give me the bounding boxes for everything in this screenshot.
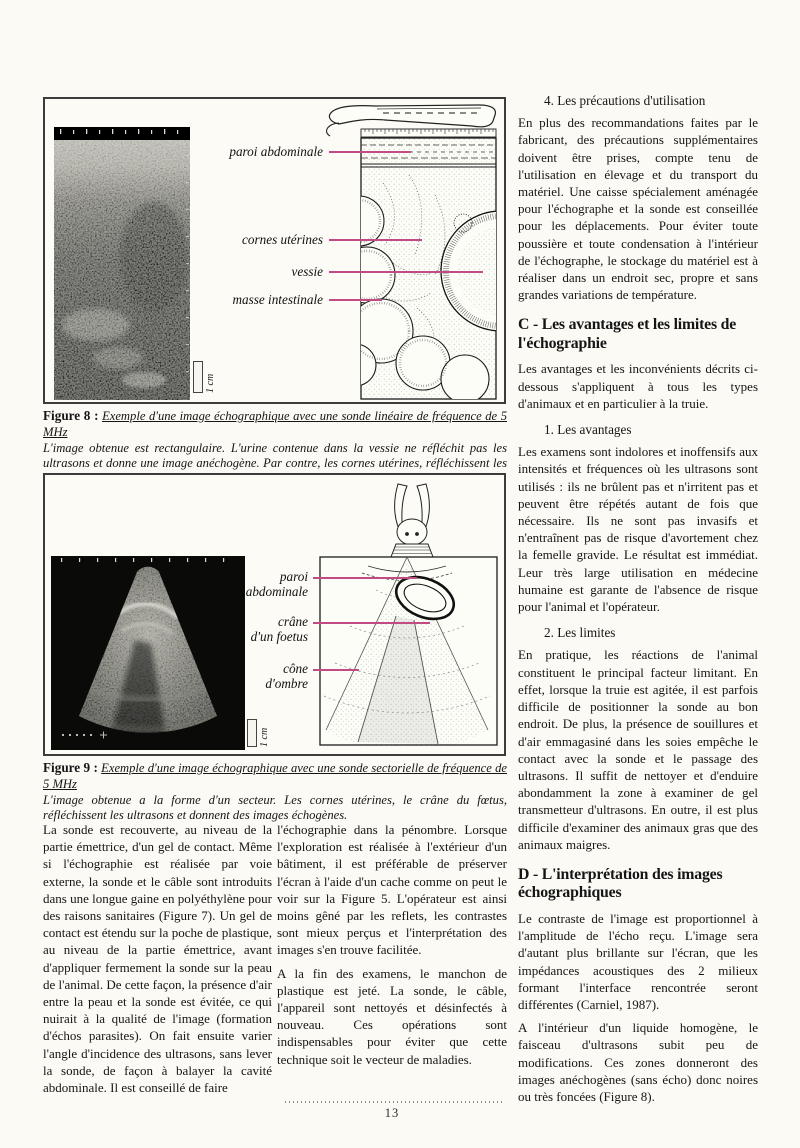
paragraph: A l'intérieur d'un liquide homogène, le faisceau d'ultrasons subit peu de modifications. Ces zones donneront des images anéchogènes (sans écho) donc noires ou très foncées (Figure 8). (518, 1020, 758, 1104)
figure8-leader-vessie (329, 271, 483, 273)
paragraph: A la fin des examens, le manchon de plastique est jeté. La sonde, le câble, l'appareil sont nettoyés et désinfectés à nouveau. Ces opérations sont indispensables pour éviter que cette technique soit le vecteur de maladies. (277, 965, 507, 1067)
figure9-caption-description: L'image obtenue a la forme d'un secteur. Les cornes utérines, le crâne du fœtus, réfléchissent les ultrasons et donnent des images échogènes. (43, 792, 507, 823)
page-number: 13 (384, 1106, 400, 1120)
heading-avantages: 1. Les avantages (544, 422, 632, 438)
heading-c-avantages-limites: C - Les avantages et les limites de l'échographie (518, 316, 737, 352)
figure9-caption-number: Figure 9 : (43, 760, 98, 775)
figure9-frame (43, 473, 506, 756)
figure9-diagram (310, 478, 502, 752)
figure8-leader-cornes (329, 239, 422, 241)
heading-d-interpretation: D - L'interprétation des images échographiques (518, 865, 723, 902)
figure8-scale-bar (193, 361, 203, 393)
figure8-annotation-vessie: vessie (291, 264, 323, 279)
figure9-scale-label: 1 cm (259, 727, 270, 747)
figure8-caption-description: L'image obtenue est rectangulaire. L'urine contenue dans la vessie ne réfléchit pas les ultrasons et donne une image anéchogène. Par contre, les cornes utérines, réfléchissent les (43, 440, 507, 471)
figure8-scale-label: 1 cm (205, 373, 216, 393)
figure8-frame (43, 97, 506, 404)
footer-dotted-rule (285, 1101, 505, 1103)
figure9-annotation-cone: cône d'ombre (265, 661, 308, 691)
figure8-annotation-masse: masse intestinale (232, 292, 323, 307)
heading-precautions: 4. Les précautions d'utilisation (544, 93, 706, 108)
figure9-leader-cone (313, 669, 359, 671)
figure9-annotation-crane: crâne d'un foetus (250, 614, 308, 644)
figure8-diagram (313, 103, 501, 400)
figure9-annotation-paroi: paroi abdominale (245, 569, 308, 599)
paragraph: En pratique, les réactions de l'animal constituent le principal facteur limitant. En effet, lorsque la truie est agitée, il est parfois difficile de positionner la sonde au bon endroit. De plus, la présence de souillures et d'air emmagasiné dans les soies empêche le contact avec la sonde et le passage des ultrasons. Il suffit de nettoyer et d'enduire abondamment la zone à examiner de gel transmetteur d'ultrasons. En outre, il est plus difficile d'examiner des animaux gras que des animaux maigres. (518, 647, 758, 852)
figure8-annotation-cornes: cornes utérines (242, 232, 323, 247)
column-right (518, 92, 758, 1110)
figure8-leader-masse (329, 299, 382, 301)
column-left (43, 821, 272, 1101)
figure9-caption-title: Exemple d'une image échographique avec une sonde sectorielle de fréquence de 5 MHz (43, 761, 507, 791)
paragraph: En plus des recommandations faites par le fabricant, des précautions supplémentaires doivent être prises, compte tenu de l'utilisation en élevage et du transport du matériel. Une caisse spécialement aménagée pour l'échographe et la sonde est conseillée pour les déplacements. Pour éviter toute poussière et toute condensation à l'intérieur de l'échographe, le stockage du matériel est à réaliser dans un endroit sec, propre et sans grandes variations de température. (518, 115, 758, 303)
paragraph: Le contraste de l'image est proportionnel à l'amplitude de l'écho reçu. L'image sera d'autant plus brillante sur l'écran, que les impédances acoustiques des 2 milieux formant l'interface rencontrée seront différentes (Carniel, 1987). (518, 910, 758, 1012)
figure9-scale-bar (247, 719, 257, 747)
figure8-caption-title: Exemple d'une image échographique avec une sonde linéaire de fréquence de 5 MHz (43, 409, 507, 439)
figure8-leader-paroi (329, 151, 411, 153)
figure9-leader-paroi (313, 577, 417, 579)
paragraph: Les avantages et les inconvénients décrits ci-dessous s'appliquent à tous les types d'animaux et en particulier à la truie. (518, 361, 758, 411)
heading-limites: 2. Les limites (544, 625, 616, 641)
figure9-caption (43, 760, 507, 824)
figure8-annotation-paroi: paroi abdominale (229, 144, 323, 159)
paragraph: l'échographie dans la pénombre. Lorsque l'exploration est réalisée à l'extérieur d'un bâtiment, il est préférable de préserver l'écran à l'aide d'un cache comme on peut le voir sur la Figure 5. L'opérateur est ainsi moins gêné par les reflets, les contrastes sont mieux perçus et l'interprétation des images s'en trouve facilitée. (277, 822, 507, 958)
paragraph: La sonde est recouverte, au niveau de la partie émettrice, d'un gel de contact. Même si l'échographie est réalisée par voie externe, la sonde et le câble sont introduits dans une longue gaine en polyéthylène pour des raisons sanitaires (Figure 7). Un gel de contact est étendu sur la poche de plastique, au niveau de la partie émettrice, avant d'appliquer fermement la sonde sur la peau de l'animal. De cette façon, la présence d'air entre la peau et la sonde est évitée, ce qui nuirait à la qualité de l'image (formation d'échos parasites). On fait ensuite varier l'angle d'incidence des ultrasons, sans lever la sonde, de façon à balayer la cavité abdominale. Il est conseillé de faire (43, 822, 272, 1096)
paragraph: Les examens sont indolores et inoffensifs aux intensités et fréquences où les ultrasons sont utilisés : ils ne brûlent pas et n'irritent pas et peuvent être répétés autant de fois que nécessaire. Ils ne sont pas invasifs et n'entraînent pas de risque d'avortement chez la femelle gravide. Le résultat est immédiat. Leur très large utilisation en médecine humaine est garante de l'absence de risque pour l'animal et l'opérateur. (518, 444, 758, 615)
column-middle (277, 821, 507, 1073)
figure8-caption-number: Figure 8 : (43, 408, 99, 423)
figure9-leader-crane (313, 622, 430, 624)
